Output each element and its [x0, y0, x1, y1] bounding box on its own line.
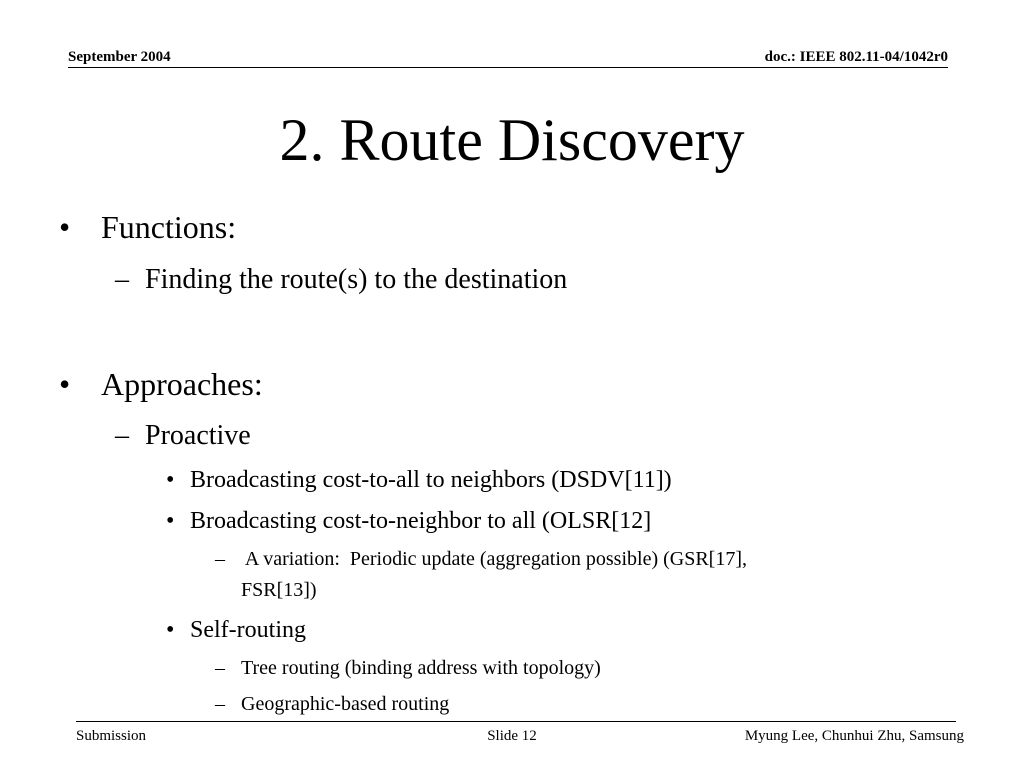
bullet-functions: [59, 208, 237, 246]
footer-slide-number: Slide 12: [487, 728, 537, 744]
slide-title: 2. Route Discovery: [279, 107, 745, 173]
bullet-text: Broadcasting cost-to-all to neighbors (DSDV[11]): [190, 467, 672, 493]
header-doc-id: doc.: IEEE 802.11-04/1042r0: [764, 49, 948, 65]
bullet-text: Finding the route(s) to the destination: [145, 264, 568, 295]
bullet-self-routing: [166, 615, 306, 645]
bullet-functions-sub: [115, 263, 568, 297]
bullet-dot-icon: •: [166, 617, 175, 643]
bullet-text: Self-routing: [190, 617, 306, 643]
bullet-dot-icon: •: [59, 209, 71, 245]
bullet-geographic: [215, 689, 450, 720]
header-divider: [68, 67, 948, 68]
footer-authors: Myung Lee, Chunhui Zhu, Samsung: [744, 728, 964, 744]
bullet-text-line-2: FSR[13]): [241, 579, 317, 601]
bullet-tree-routing: [215, 653, 601, 684]
bullet-text-line-1: A variation: Periodic update (aggregation possible) (GSR[17],: [241, 548, 748, 570]
bullet-proactive: [115, 419, 251, 453]
bullet-dash-icon: –: [215, 693, 225, 715]
bullet-dash-icon: –: [115, 264, 129, 295]
bullet-broadcast-all: [166, 465, 672, 495]
bullet-variation: [215, 544, 748, 606]
footer-submission: Submission: [76, 728, 147, 744]
bullet-dash-icon: –: [215, 657, 225, 679]
bullet-dash-icon: –: [215, 548, 225, 570]
bullet-text: Tree routing (binding address with topology): [241, 657, 601, 679]
bullet-dot-icon: •: [166, 508, 175, 534]
bullet-text: Geographic-based routing: [241, 693, 450, 715]
bullet-approaches: [59, 365, 263, 403]
bullet-broadcast-neighbor: [166, 506, 652, 536]
bullet-text: Approaches:: [101, 366, 263, 402]
bullet-dash-icon: –: [115, 420, 129, 451]
bullet-dot-icon: •: [59, 366, 71, 402]
bullet-text: Broadcasting cost-to-neighbor to all (OLSR[12]: [190, 508, 652, 534]
footer-divider: [76, 721, 956, 722]
header-date: September 2004: [68, 49, 171, 65]
bullet-dot-icon: •: [166, 467, 175, 493]
bullet-text: Functions:: [101, 209, 237, 245]
bullet-text: Proactive: [145, 420, 251, 451]
